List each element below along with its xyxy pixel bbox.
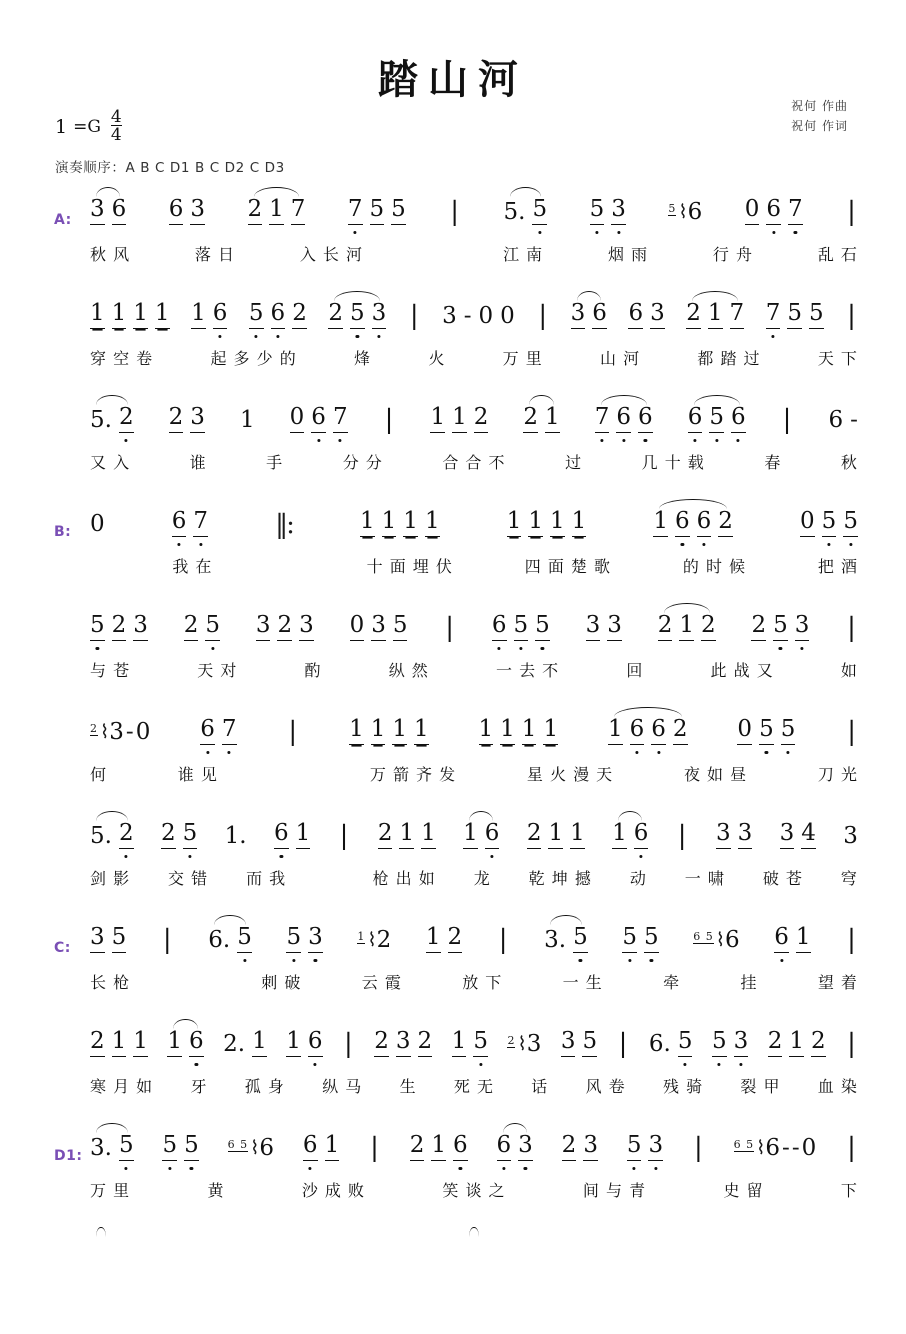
note-group: 2 1 1 (90, 1028, 148, 1057)
lyricist-credit: 祝何 作词 (791, 119, 848, 133)
barline: | (618, 1029, 628, 1059)
note-group: 5. 2 (90, 404, 134, 433)
music-system (0, 710, 906, 814)
note-group: 5. 5 (504, 196, 548, 225)
barline: | (384, 405, 394, 435)
note-row (52, 924, 866, 953)
note-group: 6 7 (172, 508, 208, 537)
note-row (52, 1236, 866, 1262)
note-group: 3 2 3 (256, 612, 314, 641)
system-row (52, 1126, 866, 1230)
note-group: 2 1 7 (686, 300, 744, 329)
system-row (52, 710, 866, 814)
key-equals: =G (73, 117, 101, 138)
note-group: 3 5 (90, 924, 126, 953)
note-group: 0 6 7 (745, 196, 803, 225)
note-group: 2 3 (562, 1132, 598, 1161)
lyric-row: 剑 影 交 错 而 我 枪 出 如 龙 乾 坤 撼 动 一 啸 破 苍 穹 (90, 869, 858, 888)
note-group: 5 3 (286, 924, 322, 953)
note-row (52, 612, 866, 641)
note-group: 3 6 (571, 300, 607, 329)
system-row (52, 606, 866, 710)
note-group: 1 5 (452, 1028, 488, 1057)
music-system (0, 814, 906, 918)
note-row (52, 404, 866, 433)
section-label-a: A: (54, 212, 72, 228)
barline: | (162, 925, 172, 955)
system-row (52, 190, 866, 294)
barline: | (344, 1029, 353, 1059)
composer-credit: 祝何 作曲 (791, 99, 848, 113)
lyric-row: 何 谁 见 万 箭 齐 发 星 火 漫 天 夜 如 昼 刀 光 (90, 765, 858, 784)
lyric-row: 长 枪 刺 破 云 霞 放 下 一 生 牵 挂 望 着 (90, 973, 858, 992)
note-row (52, 300, 866, 329)
note-group: 1 6 6 2 (608, 716, 688, 745)
system-row (52, 398, 866, 502)
barline: | (677, 821, 687, 851)
note-group: 5 6 2 (249, 300, 307, 329)
note-group: 2 1 2 (658, 612, 716, 641)
note-row (52, 196, 866, 225)
lyric-row: 万 里 黄 沙 成 败 笑 谈 之 间 与 青 史 留 下 (90, 1181, 858, 1200)
note-group: 7 5 5 (766, 300, 824, 329)
note-group: 2 1 (523, 404, 559, 433)
note-group: 1 1 1 1 (479, 716, 559, 745)
barline: | (847, 925, 856, 955)
lyric-row: 又 入 谁 手 分 分 合 合 不 过 几 十 载 春 秋 (90, 453, 858, 472)
note-group: 5 ⌇ 6 (668, 199, 703, 225)
note-group: 3. 5 (90, 1132, 134, 1161)
note-group: 2 1 1 (527, 820, 585, 849)
note-group: 2 1 2 (768, 1028, 826, 1057)
barline: | (847, 717, 856, 747)
lyric-row: 秋 风 落 日 入 长 河 江 南 烟 雨 行 舟 乱 石 (90, 245, 858, 264)
note-group: 5 5 (622, 924, 658, 953)
note-group: 1 2 (426, 924, 462, 953)
note-group: 5. 2 (90, 820, 134, 849)
note-group: 5 2 3 (90, 612, 148, 641)
note-row (52, 716, 866, 745)
note-group: 3 4 (780, 820, 816, 849)
barline: | (847, 1133, 856, 1163)
section-label-b: B: (54, 524, 72, 540)
lyric-row: 穿 空 卷 起 多 少 的 烽 火 万 里 山 河 都 踏 过 天 下 (90, 349, 858, 368)
note-group: 2 5 (161, 820, 197, 849)
note-group (836, 1236, 858, 1262)
note-group: 7 6 6 (595, 404, 653, 433)
music-system (0, 294, 906, 398)
note-group: 6 5 5 (492, 612, 550, 641)
music-system (0, 1126, 906, 1230)
note-group: 2 1 6 (410, 1132, 468, 1161)
barline: | (847, 197, 856, 227)
note-group: 6. 5 (648, 1028, 693, 1057)
note-group: 1 1 1 1 (360, 508, 440, 537)
note-group: 2 3 (169, 404, 205, 433)
barline: | (538, 301, 548, 331)
note-group: 6 7 (200, 716, 236, 745)
barline: | (847, 301, 856, 331)
lyric-row: 寒 月 如 牙 孤 身 纵 马 生 死 无 话 风 卷 残 骑 裂 甲 血 染 (90, 1077, 858, 1096)
system-row (52, 1230, 866, 1334)
key-signature (55, 107, 122, 146)
note-group: 1 6 6 2 (653, 508, 733, 537)
barline: | (409, 301, 419, 331)
barline: | (339, 821, 349, 851)
play-order: 演奏顺序：A B C D1 B C D2 C D3 (55, 160, 285, 176)
note-group: 6 3 (169, 196, 205, 225)
note-group: 3 5 (561, 1028, 597, 1057)
barline: | (847, 1029, 856, 1059)
system-row (52, 1022, 866, 1126)
note-row (52, 1028, 866, 1057)
note-group: 1 ⌇ 2 (357, 927, 392, 953)
repeat-start: ‖: (275, 510, 293, 540)
barline: | (450, 197, 460, 227)
note-group: 6 1 (274, 820, 310, 849)
barline: | (498, 925, 508, 955)
lyric-row: 我 在 十 面 埋 伏 四 面 楚 歌 的 时 候 把 酒 (172, 557, 858, 576)
barline: | (847, 613, 856, 643)
key-number: 1 (55, 116, 68, 139)
note-group: 6 5 ⌇ 6 (693, 927, 740, 953)
note-group: 1 (239, 407, 255, 433)
note-group: 3 6 (90, 196, 126, 225)
note-group (463, 1236, 485, 1262)
note-group: 0 5 5 (800, 508, 858, 537)
credits-block (791, 96, 848, 136)
system-row (52, 918, 866, 1022)
note-group: 3 3 (716, 820, 752, 849)
note-group: 3 - 0 0 (442, 303, 515, 329)
note-group: 2 5 3 (751, 612, 809, 641)
note-group: 0 5 5 (737, 716, 795, 745)
note-group: 6 5 6 (688, 404, 746, 433)
note-group: 5 3 (627, 1132, 663, 1161)
note-group: 3. 5 (544, 924, 588, 953)
note-group: 1 1 2 (430, 404, 488, 433)
note-group: 2 ⌇ 3 (507, 1031, 542, 1057)
barline: | (693, 1133, 703, 1163)
music-system (0, 190, 906, 294)
music-system-partial (0, 1230, 906, 1334)
note-group: 6 - (828, 407, 858, 433)
note-group: 2 1 1 (378, 820, 436, 849)
section-label-d1: D1: (54, 1148, 83, 1164)
note-row (52, 1132, 866, 1161)
note-group: 5 3 (712, 1028, 748, 1057)
barline: | (782, 405, 792, 435)
note-group: 6 5 ⌇ 6 (227, 1135, 275, 1161)
music-system (0, 918, 906, 1022)
music-system (0, 502, 906, 606)
note-group: 0 3 5 (350, 612, 408, 641)
note-group: 1 1 1 1 (90, 300, 170, 329)
note-group (90, 1236, 112, 1262)
note-group: 1 6 (612, 820, 648, 849)
note-group: 1 1 1 1 (507, 508, 587, 537)
note-group: 2 5 (184, 612, 220, 641)
note-group: 5 5 (162, 1132, 198, 1161)
music-system (0, 398, 906, 502)
music-system (0, 1022, 906, 1126)
note-group: 6 1 (303, 1132, 339, 1161)
note-group: 6. 5 (208, 924, 252, 953)
note-group: 2. 1 (223, 1028, 267, 1057)
barline: | (288, 717, 298, 747)
music-systems (0, 190, 906, 1334)
barline: | (445, 613, 455, 643)
note-group: 2 3 2 (374, 1028, 432, 1057)
system-row (52, 814, 866, 918)
note-group: 1 1 1 1 (349, 716, 429, 745)
meter-numerator: 4 (110, 107, 122, 127)
barline: | (370, 1133, 379, 1163)
note-group: 7 5 5 (348, 196, 406, 225)
note-group: 1. (224, 823, 247, 849)
note-group: 2 ⌇ 3 - 0 (90, 719, 151, 745)
system-row (52, 502, 866, 606)
note-group: 6 3 (497, 1132, 533, 1161)
music-system (0, 606, 906, 710)
note-group: 3 (843, 823, 858, 849)
time-signature (110, 107, 122, 146)
note-group: 6 5 ⌇ 6 - - 0 (733, 1135, 817, 1161)
meter-denominator: 4 (110, 125, 122, 146)
note-group: 1 6 (167, 1028, 203, 1057)
note-row (52, 820, 866, 849)
note-group: 3 3 (586, 612, 622, 641)
note-group: 2 1 7 (248, 196, 306, 225)
page-title: 踏山河 (378, 57, 528, 103)
note-group: 6 3 (628, 300, 664, 329)
note-group: 1 6 (191, 300, 227, 329)
system-row (52, 294, 866, 398)
note-group: 5 3 (590, 196, 626, 225)
lyric-row: 与 苍 天 对 酌 纵 然 一 去 不 回 此 战 又 如 (90, 661, 858, 680)
note-group: 2 5 3 (328, 300, 386, 329)
note-group: 1 6 (463, 820, 499, 849)
note-group: 1 6 (286, 1028, 322, 1057)
section-label-c: C: (54, 940, 71, 956)
note-group: 0 (90, 511, 105, 537)
note-group: 6 1 (774, 924, 810, 953)
note-row (52, 508, 866, 540)
note-group: 0 6 7 (290, 404, 348, 433)
